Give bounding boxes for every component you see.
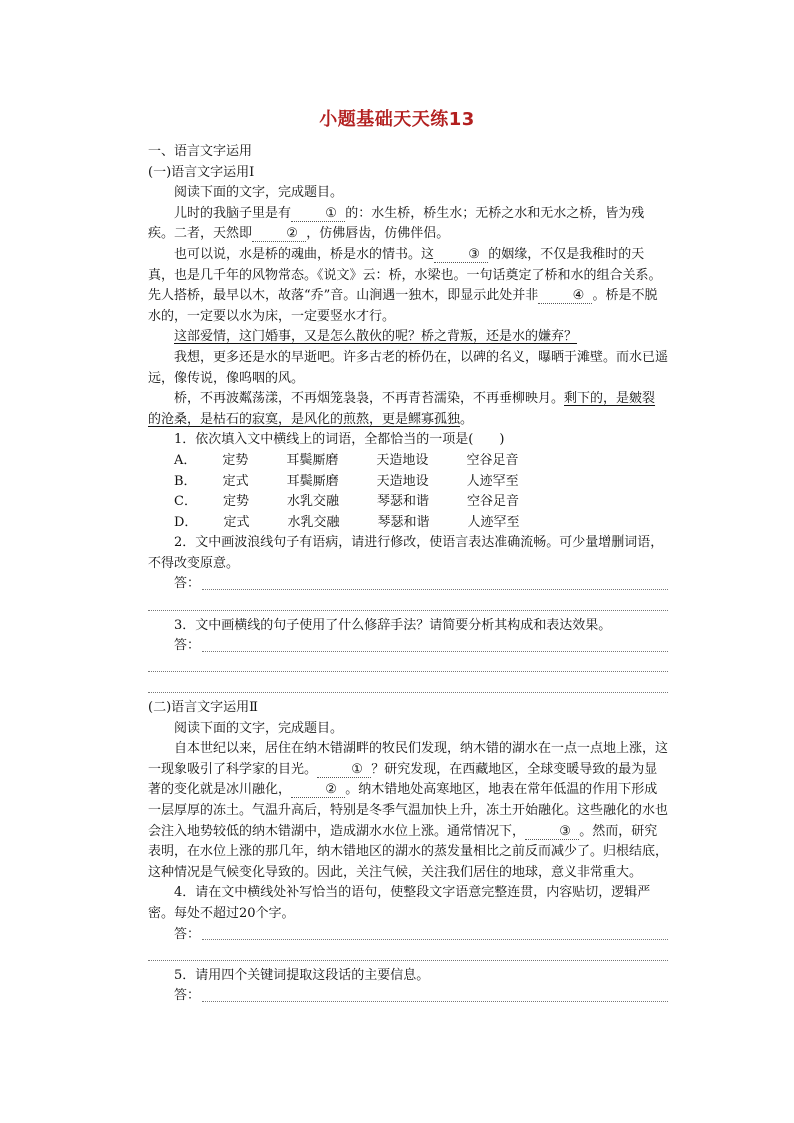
answer-line-5[interactable]: 答： — [148, 986, 668, 1007]
question-1-options — [148, 451, 668, 533]
blank-p2-1: ① — [317, 763, 371, 778]
wavy-underlined-sentence: 这部爱情，这门婚事，又是怎么散伙的呢？桥之背叛，还是水的嫌弃？ — [174, 329, 578, 345]
option-d[interactable]: D． 定式 水乳交融 琴瑟和谐 人迹罕至 — [174, 514, 520, 530]
passage1-paragraph-4: 我想，更多还是水的早逝吧。许多古老的桥仍在，以碑的名义，曝晒于滩壁。而水已遥远，像传说，像呜咽的风。 — [148, 349, 669, 386]
underlined-sentence: 剩下的，是皴裂的沧桑，是枯石的寂寞，是风化的煎熬，更是鳏寡孤独 — [148, 391, 656, 427]
option-a[interactable]: A． 定势 耳鬓厮磨 天造地设 空谷足音 — [174, 452, 519, 468]
section-heading: 一、语言文字运用 — [148, 144, 253, 159]
subsection-heading-1: (一)语言文字运用Ⅰ — [148, 164, 255, 180]
instruction-2: 阅读下面的文字，完成题目。 — [174, 720, 344, 736]
passage1-paragraph-3 — [148, 327, 668, 348]
option-b[interactable]: B． 定式 耳鬓厮磨 天造地设 人迹罕至 — [174, 473, 519, 489]
answer-line-4b[interactable] — [148, 945, 668, 966]
passage2-paragraph: 自本世纪以来，居住在纳木错湖畔的牧民们发现，纳木错的湖水在一点一点地上涨，这一现象吸引了科学家的目光。 ① ？研究发现，在西藏地区，全球变暖导致的最为显著的变化就是冰川融化， ② 。纳木错地处高寒地区，地表在常年低温的作用下形成一层厚厚的冻土。气温升高后，特别是冬季气温加快上升，冻土开始融化。这些融化的水也会注入地势较低的纳木错湖中，造成湖水水位上涨。通常情况下， ③ 。然而，研究表明，在水位上涨的那几年，纳木错地区的湖水的蒸发量相比之前反而减少了。归根结底，这种情况是气候变化导致的。因此，关注气候，关注我们居住的地球，意义非常重大。 — [148, 741, 669, 880]
answer-line-2b[interactable] — [148, 595, 668, 616]
question-1-stem: 1．依次填入文中横线上的词语，全都恰当的一项是( ) — [174, 432, 505, 448]
page-title: 小题基础天天练13 — [319, 109, 475, 130]
answer-line-3[interactable]: 答： — [148, 636, 668, 657]
blank-3: ③ — [434, 248, 488, 263]
question-2-stem: 2．文中画波浪线句子有语病，请进行修改，使语言表达准确流畅。可少量增删词语，不得改变原意。 — [148, 535, 664, 571]
question-5-stem: 5．请用四个关键词提取这段话的主要信息。 — [174, 967, 430, 983]
question-4-stem: 4．请在文中横线处补写恰当的语句，使整段文字语意完整连贯，内容贴切，逻辑严密。每处不超过20个字。 — [148, 885, 651, 921]
blank-p2-2: ② — [291, 783, 345, 798]
instruction-1: 阅读下面的文字，完成题目。 — [174, 185, 344, 201]
answer-line-2[interactable]: 答： — [148, 574, 668, 595]
blank-2: ② — [252, 227, 306, 242]
blank-1: ① — [291, 207, 345, 222]
blank-4: ④ — [538, 289, 592, 304]
subsection-heading-2: (二)语言文字运用Ⅱ — [148, 700, 258, 716]
document-body — [148, 142, 668, 1007]
answer-line-3c[interactable] — [148, 677, 668, 698]
passage1-paragraph-5: 桥，不再波粼荡漾，不再烟笼袅袅，不再青苔濡染，不再垂柳映月。剩下的，是皴裂的沧桑，是枯石的寂寞，是风化的煎熬，更是鳏寡孤独。 — [148, 391, 656, 427]
question-3-stem: 3．文中画横线的句子使用了什么修辞手法？请简要分析其构成和表达效果。 — [174, 617, 612, 633]
passage1-paragraph-1: 儿时的我脑子里是有 ① 的：水生桥，桥生水；无桥之水和无水之桥，皆为残疾。二者，天然即 ② ，仿佛唇齿，仿佛伴侣。 — [148, 205, 645, 242]
answer-line-3b[interactable] — [148, 657, 668, 678]
option-c[interactable]: C． 定势 水乳交融 琴瑟和谐 空谷足音 — [174, 494, 520, 510]
passage1-paragraph-2: 也可以说，水是桥的魂曲，桥是水的情书。这 ③ 的姻缘，不仅是我稚时的天真，也是几千年的风物常态。《说文》云：桥，水梁也。一句话奠定了桥和水的组合关系。先人搭桥，最早以木，故落“乔”音。山涧遇一独木，即显示此处并非 ④ 。桥是不脱水的，一定要以水为床，一定要竖水才行。 — [148, 246, 662, 324]
blank-p2-3: ③ — [525, 825, 579, 840]
answer-line-4[interactable]: 答： — [148, 925, 668, 946]
